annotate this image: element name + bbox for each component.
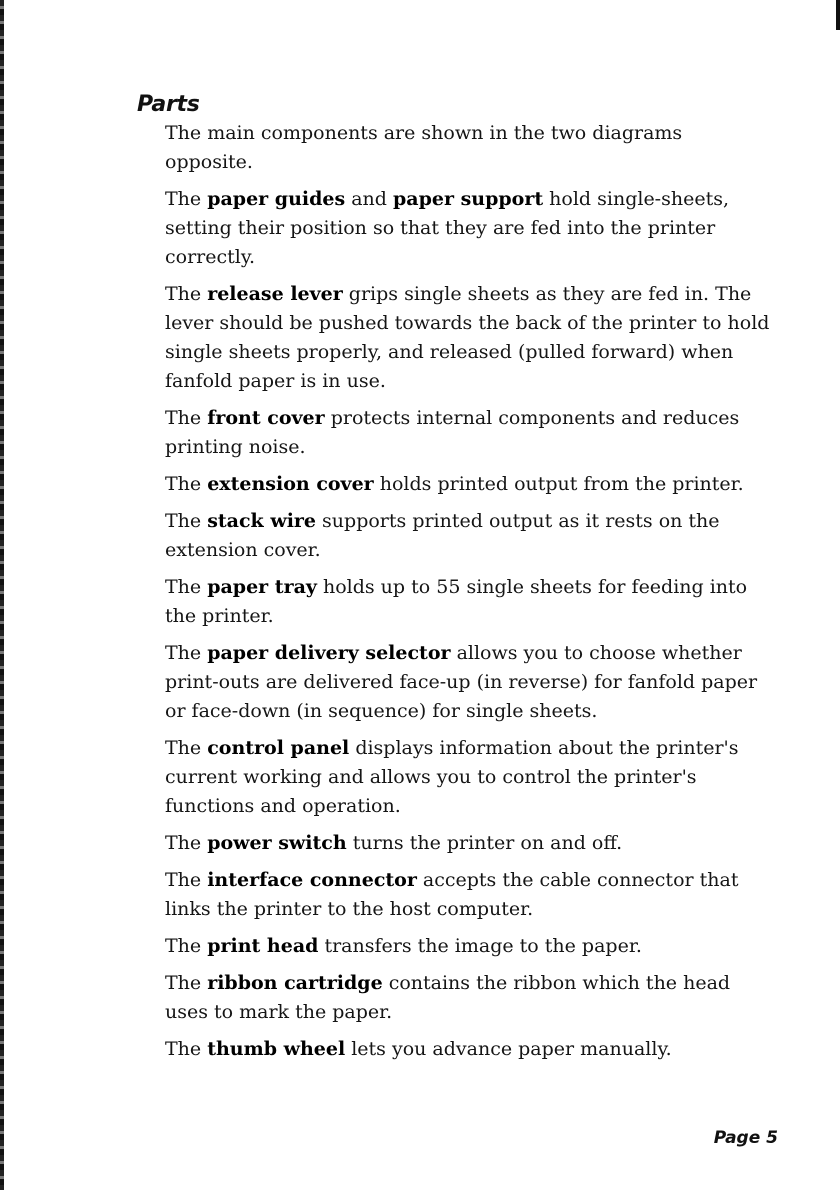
paragraph-thumb-wheel: The thumb wheel lets you advance paper manually. <box>165 1038 672 1060</box>
scan-edge-right <box>836 0 840 30</box>
term-paper-delivery-selector: paper delivery selector <box>207 642 451 664</box>
section-heading: Parts <box>137 92 200 117</box>
page-number: Page 5 <box>713 1128 778 1148</box>
term-interface-connector: interface connector <box>207 869 417 891</box>
term-release-lever: release lever <box>207 283 343 305</box>
term-thumb-wheel: thumb wheel <box>207 1038 346 1060</box>
paragraph-paper-guides: The paper guides and paper support hold single-sheets, setting their position so that they are fed into the printer correctly. <box>165 188 730 268</box>
term-paper-tray: paper tray <box>207 576 317 598</box>
paragraph-print-head: The print head transfers the image to the paper. <box>165 935 642 957</box>
scan-edge-left <box>0 0 4 1190</box>
paragraph-paper-delivery-selector: The paper delivery selector allows you to choose whether print-outs are delivered face-up (in reverse) for fanfold paper or face-down (in sequence) for single sheets. <box>165 642 758 722</box>
paragraph-release-lever: The release lever grips single sheets as they are fed in. The lever should be pushed towards the back of the printer to hold single sheets properly, and released (pulled forward) when fanfold paper is in use. <box>165 283 770 392</box>
term-print-head: print head <box>207 935 319 957</box>
term-front-cover: front cover <box>207 407 325 429</box>
term-stack-wire: stack wire <box>207 510 317 532</box>
paragraph-power-switch: The power switch turns the printer on and off. <box>165 832 623 854</box>
term-ribbon-cartridge: ribbon cartridge <box>207 972 383 994</box>
paragraph-front-cover: The front cover protects internal components and reduces printing noise. <box>165 407 740 458</box>
term-power-switch: power switch <box>207 832 347 854</box>
paragraph-intro: The main components are shown in the two diagrams opposite. <box>165 122 683 173</box>
paragraph-ribbon-cartridge: The ribbon cartridge contains the ribbon which the head uses to mark the paper. <box>165 972 731 1023</box>
paragraph-extension-cover: The extension cover holds printed output from the printer. <box>165 473 744 495</box>
term-paper-guides: paper guides <box>207 188 346 210</box>
body-text <box>165 119 775 1072</box>
paragraph-stack-wire: The stack wire supports printed output as it rests on the extension cover. <box>165 510 720 561</box>
paragraph-control-panel: The control panel displays information about the printer's current working and allows you to control the printer's functions and operation. <box>165 737 739 817</box>
term-control-panel: control panel <box>207 737 350 759</box>
term-extension-cover: extension cover <box>207 473 374 495</box>
term-paper-support: paper support <box>393 188 544 210</box>
paragraph-paper-tray: The paper tray holds up to 55 single sheets for feeding into the printer. <box>165 576 748 627</box>
paragraph-interface-connector: The interface connector accepts the cable connector that links the printer to the host computer. <box>165 869 739 920</box>
